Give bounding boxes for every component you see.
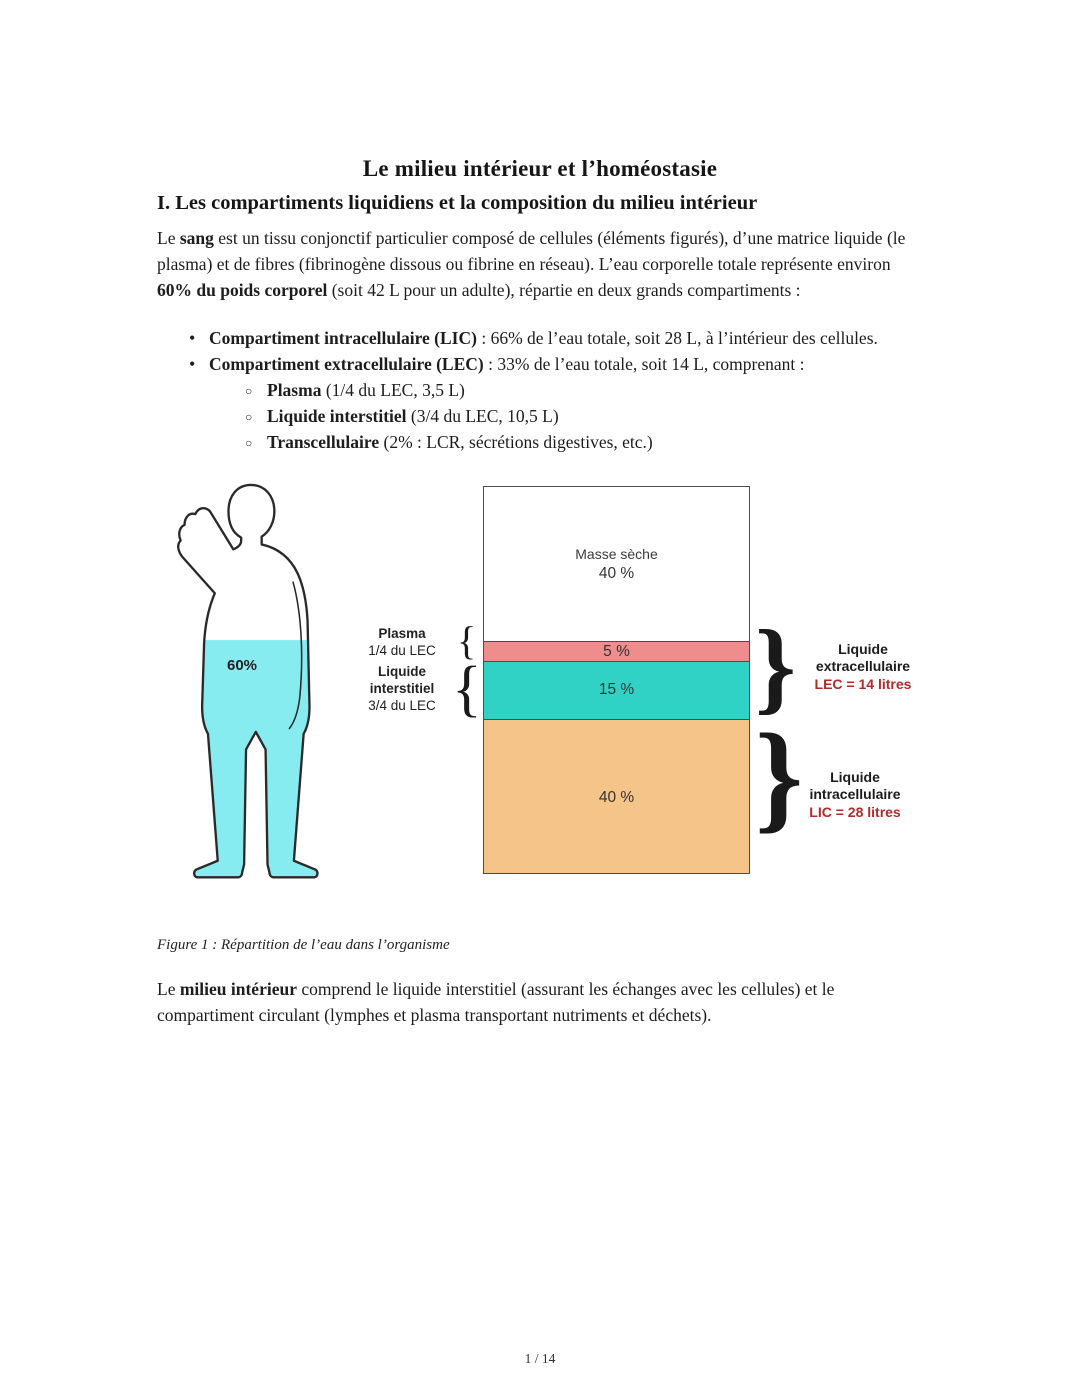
list-item-text: (1/4 du LEC, 3,5 L) — [321, 380, 465, 400]
list-item-interstitiel — [245, 403, 923, 429]
intro-text: est un tissu conjonctif particulier composé de cellules (éléments figurés), d’une matrice liquide (le plasma) et de fibres (fibrinogène dissous ou fibrine en réseau). L’eau corporelle totale représente environ — [157, 228, 906, 274]
plasma-value: 5 % — [603, 642, 630, 660]
lec-label-line1: Liquide — [838, 641, 888, 657]
brace-plasma-icon: { — [457, 618, 477, 663]
brace-lic-icon: } — [755, 709, 804, 844]
brace-lec-icon: } — [755, 609, 796, 724]
list-item-text: : 33% de l’eau totale, soit 14 L, comprenant : — [483, 354, 805, 374]
closing-bold-milieu: milieu intérieur — [179, 979, 297, 999]
compartments-list — [189, 325, 923, 455]
closing-paragraph — [157, 976, 923, 1028]
list-item-bold: Transcellulaire — [267, 432, 380, 452]
masse-seche-value: 40 % — [598, 564, 635, 582]
closing-text: comprend le liquide interstitiel (assurant les échanges avec les cellules) et le compartiment circulant (lymphes et plasma transportant nutriments et déchets). — [157, 979, 835, 1025]
lec-sub-list — [245, 377, 923, 455]
interstitiel-sub-label: 3/4 du LEC — [368, 698, 436, 713]
plasma-label-block — [350, 625, 454, 659]
human-body-figure — [155, 481, 341, 891]
list-item-transcellulaire — [245, 429, 923, 455]
masse-seche-label: Masse sèche — [575, 545, 658, 562]
list-item-bold: Liquide interstitiel — [267, 406, 407, 426]
intro-bold-sang: sang — [179, 228, 214, 248]
lec-label-line2: extracellulaire — [815, 658, 911, 674]
interstitiel-value: 15 % — [598, 681, 635, 699]
body-water-percent-label: 60% — [227, 657, 258, 674]
water-compartments-bar-chart — [483, 486, 750, 874]
lic-label-line2: intracellulaire — [809, 786, 901, 802]
bar-segment-intracellulaire — [484, 719, 749, 873]
body-water-fill — [155, 640, 340, 891]
figure-caption: Figure 1 : Répartition de l’eau dans l’organisme — [157, 937, 450, 953]
interstitiel-label-line2: interstitiel — [369, 681, 435, 696]
closing-text: Le — [157, 979, 180, 999]
lec-label-block — [803, 641, 923, 693]
intro-text: (soit 42 L pour un adulte), répartie en deux grands compartiments : — [327, 280, 801, 300]
lic-label-block — [795, 769, 915, 821]
bar-segment-plasma — [484, 641, 749, 660]
bar-segment-interstitiel — [484, 661, 749, 719]
list-item-bold: Plasma — [267, 380, 322, 400]
interstitiel-label-line1: Liquide — [378, 664, 426, 679]
interstitiel-label-block — [350, 663, 454, 714]
section-heading: I. Les compartiments liquidiens et la composition du milieu intérieur — [157, 192, 758, 214]
lic-label-line1: Liquide — [830, 769, 880, 785]
list-item-text: : 66% de l’eau totale, soit 28 L, à l’intérieur des cellules. — [476, 328, 878, 348]
list-item-text: (2% : LCR, sécrétions digestives, etc.) — [379, 432, 653, 452]
plasma-label: Plasma — [378, 626, 426, 641]
list-item-bold: Compartiment intracellulaire (LIC) — [209, 328, 477, 348]
list-item-intracellulaire — [189, 325, 923, 351]
list-item-bold: Compartiment extracellulaire (LEC) — [209, 354, 484, 374]
figure-water-distribution — [157, 481, 923, 923]
list-item-text: (3/4 du LEC, 10,5 L) — [406, 406, 559, 426]
brace-interstitiel-icon: { — [452, 655, 482, 723]
intracellulaire-value: 40 % — [598, 788, 635, 806]
page-title: Le milieu intérieur et l’homéostasie — [362, 156, 718, 181]
bar-segment-masse-seche — [484, 487, 749, 641]
intro-text: Le — [157, 228, 180, 248]
lic-value: LIC = 28 litres — [809, 804, 901, 820]
plasma-sub-label: 1/4 du LEC — [368, 643, 436, 658]
list-item-plasma — [245, 377, 923, 403]
page-number: 1 / 14 — [524, 1351, 556, 1366]
intro-bold-poids: 60% du poids corporel — [157, 280, 328, 300]
intro-paragraph — [157, 225, 923, 303]
list-item-extracellulaire — [189, 351, 923, 455]
lec-value: LEC = 14 litres — [814, 676, 912, 692]
